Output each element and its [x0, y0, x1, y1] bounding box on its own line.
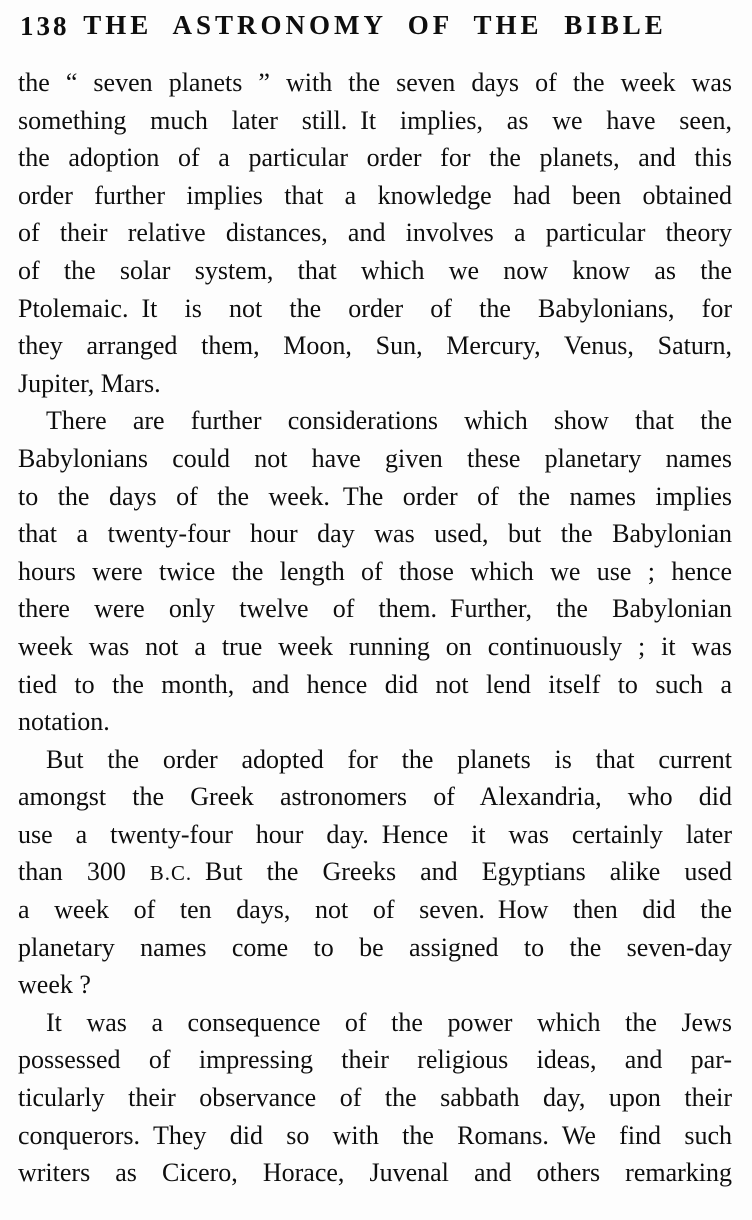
text-line: the “ seven planets ” with the seven days of the week was: [18, 68, 732, 97]
text-line: something much later still. It implies, as we have seen,: [18, 105, 732, 135]
text-line: writers as Cicero, Horace, Juvenal and others remarking: [18, 1158, 732, 1188]
small-caps-bc: B.C.: [149, 862, 193, 886]
text-line: that a twenty-four hour day was used, but the Babylonian: [18, 519, 732, 549]
text-line: But the order adopted for the planets is that current: [46, 744, 732, 774]
text-line: hours were twice the length of those which we use ; hence: [18, 556, 732, 586]
text-line: of the solar system, that which we now know as the: [18, 255, 732, 285]
text-line: week was not a true week running on continuously ; it was: [18, 631, 732, 661]
text-line: they arranged them, Moon, Sun, Mercury, Venus, Saturn,: [18, 331, 732, 361]
text-line: conquerors. They did so with the Romans. We find such: [18, 1120, 732, 1150]
text-line: the adoption of a particular order for the planets, and this: [18, 143, 732, 173]
text-segment: than 300: [18, 857, 150, 887]
text-line: amongst the Greek astronomers of Alexandria, who did: [18, 782, 732, 812]
text-line: use a twenty-four hour day. Hence it was certainly later: [18, 819, 732, 849]
paragraph-3: [18, 741, 732, 1004]
text-line: planetary names come to be assigned to the seven-day: [18, 932, 732, 962]
text-line: tied to the month, and hence did not lend itself to such a: [18, 669, 732, 699]
paragraph-1: [18, 64, 732, 402]
text-line: to the days of the week. The order of the names implies: [18, 481, 732, 511]
text-line: there were only twelve of them. Further, the Babylonian: [18, 594, 732, 624]
text-line: possessed of impressing their religious ideas, and par-: [18, 1045, 732, 1075]
page-header: [18, 10, 732, 48]
running-title: THE ASTRONOMY OF THE BIBLE: [83, 10, 667, 40]
text-segment: But the Greeks and Egyptians alike used: [192, 857, 732, 887]
text-line: Ptolemaic. It is not the order of the Babylonians, for: [18, 293, 732, 323]
page-number: 138: [20, 11, 70, 41]
text-line: Babylonians could not have given these planetary names: [18, 443, 732, 473]
text-line: notation.: [18, 707, 110, 737]
text-line: week ?: [18, 970, 91, 1000]
paragraph-2: [18, 402, 732, 740]
text-line: It was a consequence of the power which the Jews: [46, 1007, 732, 1037]
paragraph-4: [18, 1004, 732, 1192]
text-line: order further implies that a knowledge had been obtained: [18, 180, 732, 210]
text-line: [18, 853, 732, 891]
text-line: of their relative distances, and involves a particular theory: [18, 218, 732, 248]
page-text: [18, 64, 732, 1192]
text-line: ticularly their observance of the sabbath day, upon their: [18, 1083, 732, 1113]
text-line: There are further considerations which show that the: [46, 406, 732, 436]
text-line: Jupiter, Mars.: [18, 368, 161, 398]
text-line: a week of ten days, not of seven. How then did the: [18, 895, 732, 925]
